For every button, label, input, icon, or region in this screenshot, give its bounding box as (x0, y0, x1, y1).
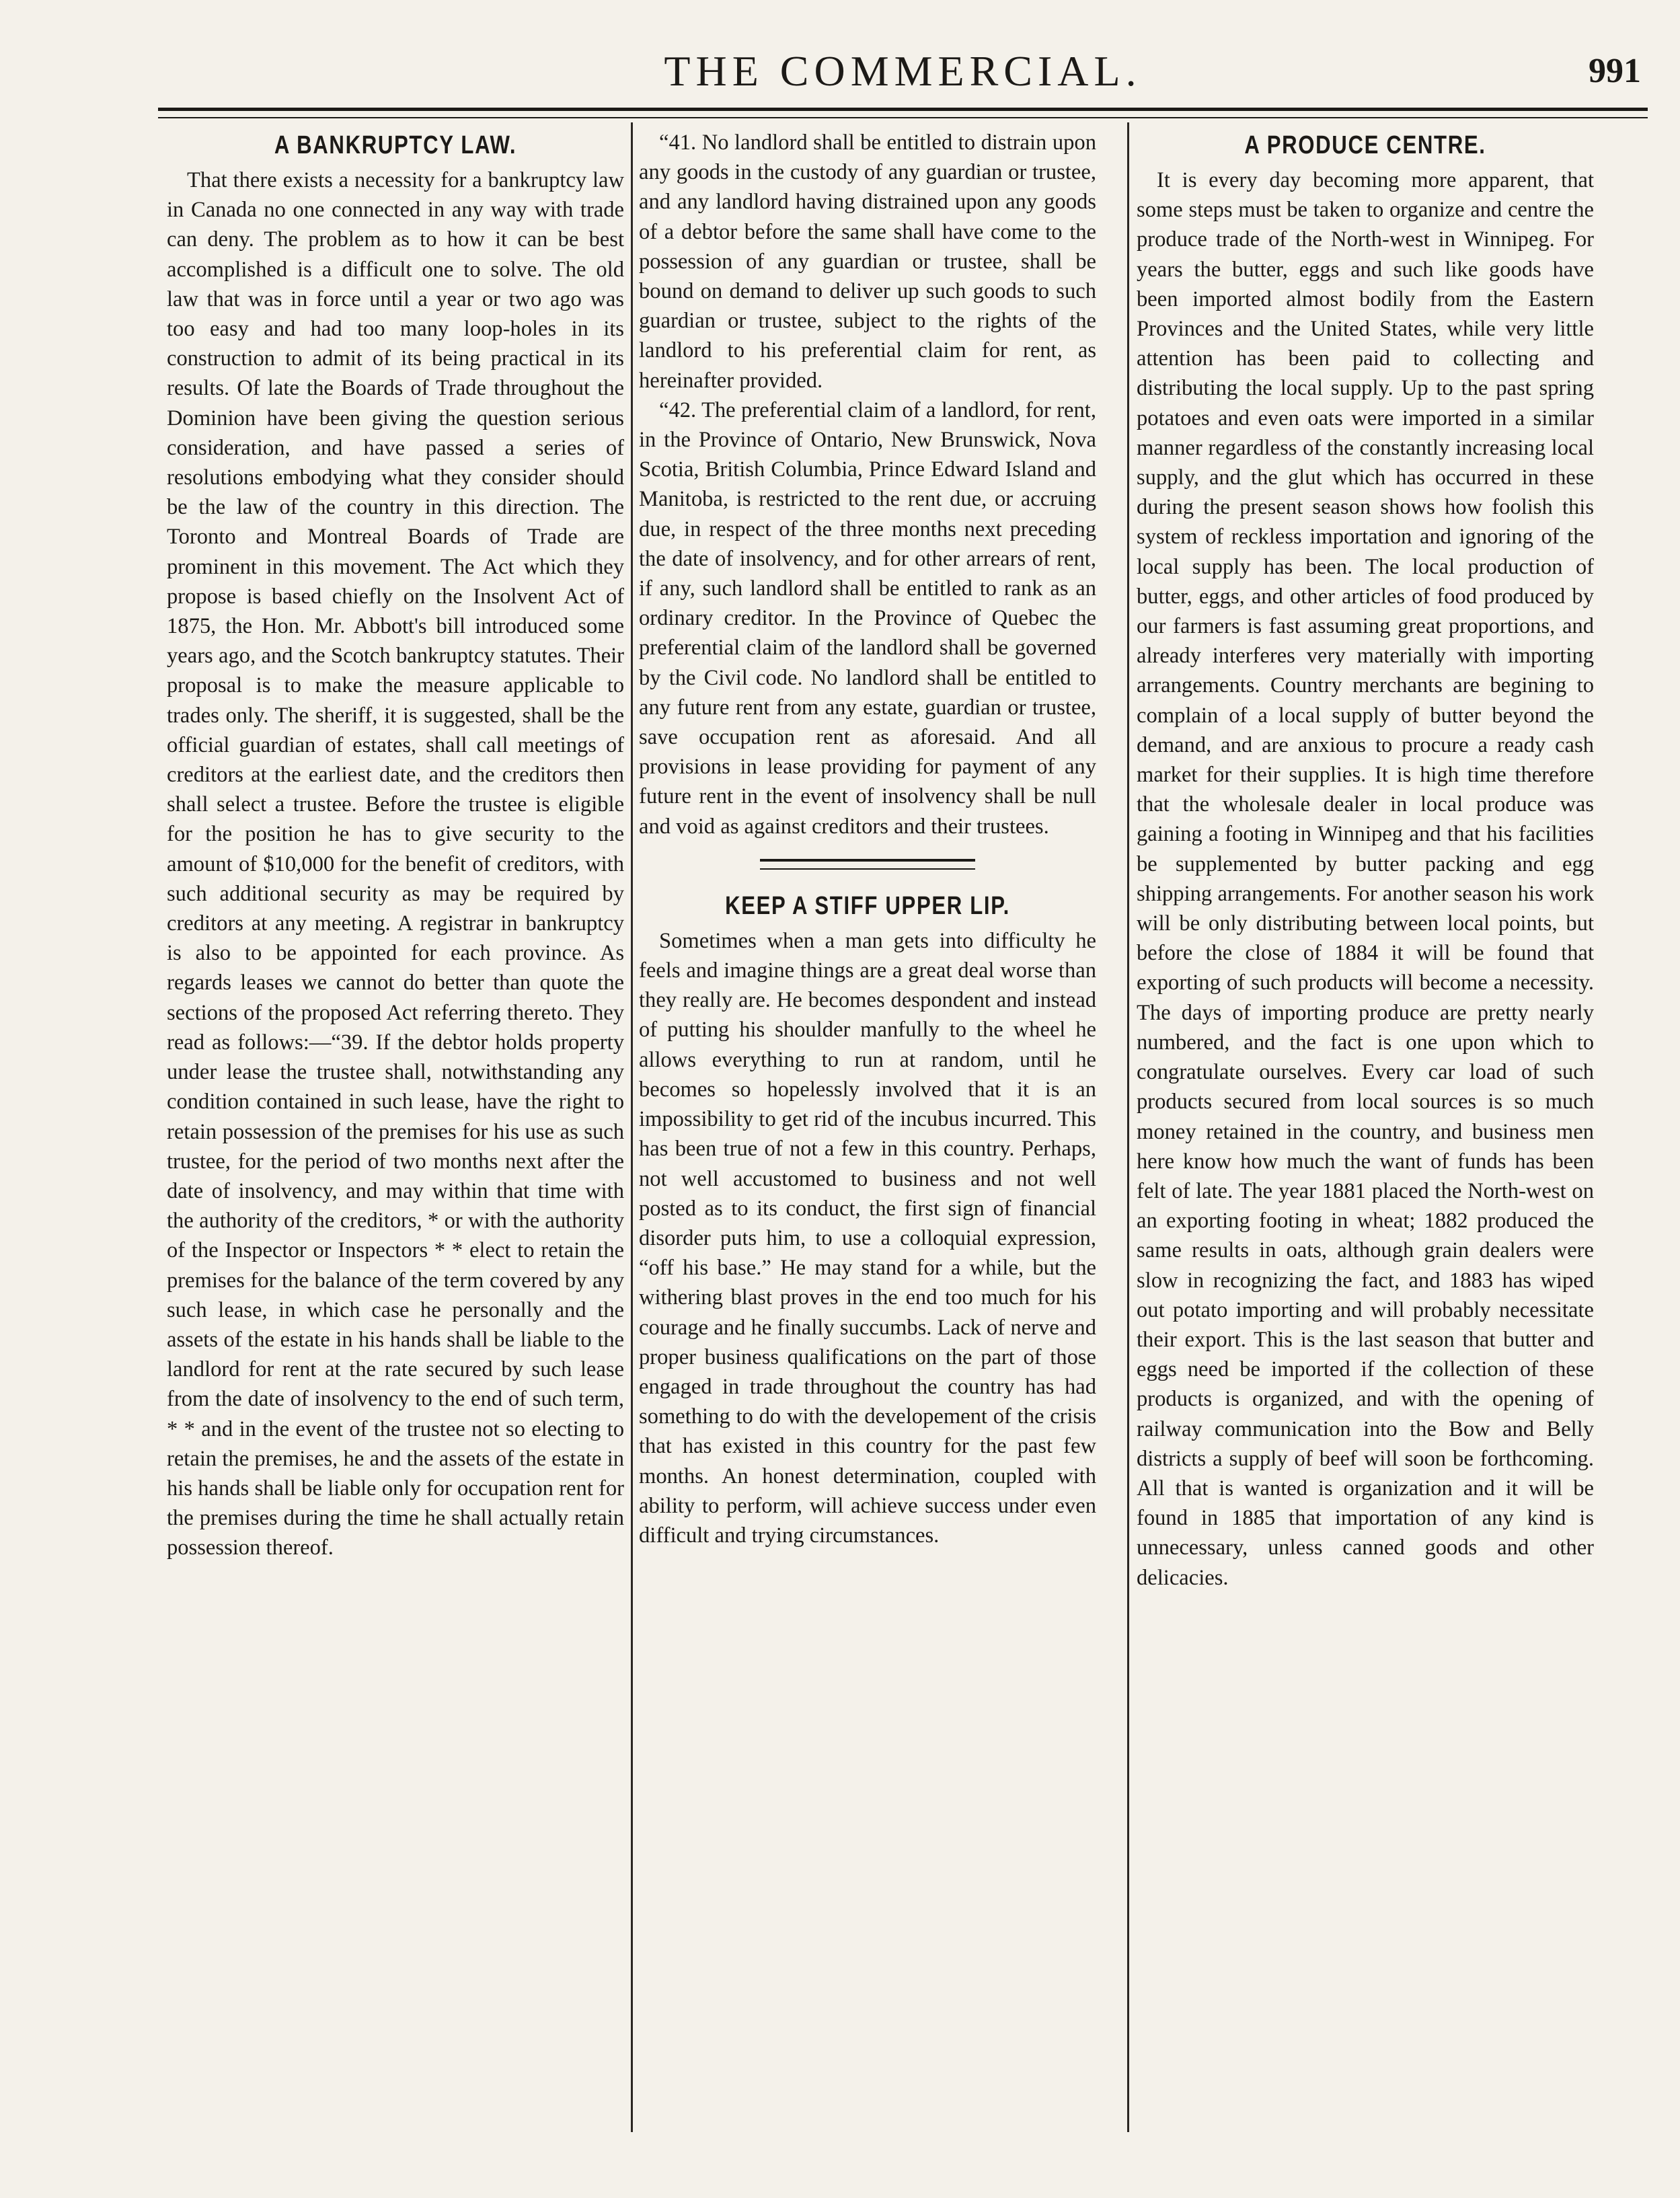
column-divider-1 (631, 122, 633, 2132)
article-paragraph: It is every day becoming more apparent, that some steps must be taken to organize and centre the produce trade of the North-west in Winnipeg. For years the butter, eggs and such like goods have been imported almost bodily from the Eastern Provinces and the United States, while very little attention has been paid to collecting and distributing the local supply. Up to the past spring potatoes and even oats were imported in a similar manner regardless of the constantly increasing local supply, and the glut which has occurred in these during the present season shows how foolish this system of reckless importation and ignoring of the local supply has been. The local production of butter, eggs, and other articles of food produced by our farmers is fast assuming great proportions, and already interferes very materially with importing arrangements. Country merchants are begining to complain of a local supply of butter beyond the demand, and are anxious to procure a ready cash market for their supplies. It is high time therefore that the wholesale dealer in local produce was gaining a footing in Winnipeg and that his facilities be supplemented by butter packing and egg shipping arrangements. For another season his work will be only distributing between local points, but before the close of 1884 it will be found that exporting of such products will become a necessity. The days of importing produce are pretty nearly numbered, and the fact is one upon which to congratulate ourselves. Every car load of such products secured from local sources is so much money retained in the country, and business men here know how much the want of funds has been felt of late. The year 1881 placed the North-west on an exporting footing in wheat; 1882 produced the same results in oats, although grain dealers were slow in recognizing the fact, and 1883 has wiped out potato importing and will probably necessitate their export. This is the last season that butter and eggs need be imported if the collection of these products is organized, and with the opening of railway communication into the Bow and Belly districts a supply of beef will soon be forthcoming. All that is wanted is organization and it will be found in 1885 that importation of any kind is unnecessary, unless canned goods and other delicacies. (1137, 168, 1594, 1590)
article-heading-bankruptcy: A BANKRUPTCY LAW. (274, 131, 517, 159)
article-heading-upper-lip: KEEP A STIFF UPPER LIP. (725, 891, 1010, 920)
article-paragraph: “41. No landlord shall be entitled to distrain upon any goods in the custody of any guardian or trustee, and any landlord having distrained upon any goods of a debtor before the same shall have come to the possession of any guardian or trustee, shall be bound on demand to deliver up such goods to such guardian or trustee, subject to the rights of the landlord to his preferential claim for rent, as hereinafter provided. (639, 130, 1096, 393)
newspaper-title: THE COMMERCIAL. (664, 47, 1142, 95)
section-divider (760, 859, 975, 862)
header-rule (158, 108, 1648, 111)
page-number: 991 (1589, 52, 1641, 90)
masthead (158, 38, 1648, 105)
article-paragraph: “42. The preferential claim of a landlord, for rent, in the Province of Ontario, New Brunswick, Nova Scotia, British Columbia, Prince Edward Island and Manitoba, is restricted to the rent due, or accruing due, in respect of the three months next preceding the date of insolvency, and for other arrears of rent, if any, such landlord shall be entitled to rank as an ordinary creditor. In the Province of Quebec the preferential claim of the landlord shall be governed by the Civil code. No landlord shall be entitled to any future rent from any estate, guardian or trustee, save occupation rent as aforesaid. And all provisions in lease providing for payment of any future rent in the event of insolvency shall be null and void as against creditors and their trustees. (639, 397, 1096, 839)
article-heading-produce: A PRODUCE CENTRE. (1244, 131, 1486, 159)
column-2 (639, 128, 1096, 1550)
column-1 (167, 128, 624, 1563)
article-paragraph: That there exists a necessity for a bankruptcy law in Canada no one connected in any way with trade can deny. The problem as to how it can be best accomplished is a difficult one to solve. The old law that was in force until a year or two ago was too easy and had too many loop-holes in its construction to admit of its being practical in its results. Of late the Boards of Trade throughout the Dominion have been giving the question serious consideration, and have passed a series of resolutions embodying what they consider should be the law of the country in this direction. The Toronto and Montreal Boards of Trade are prominent in this movement. The Act which they propose is based chiefly on the Insolvent Act of 1875, the Hon. Mr. Abbott's bill introduced some years ago, and the Scotch bankruptcy statutes. Their proposal is to make the measure applicable to trades only. The sheriff, it is suggested, shall be the official guardian of estates, shall call meetings of creditors at the earliest date, and the creditors then shall select a trustee. Before the trustee is eligible for the position he has to give security to the amount of $10,000 for the benefit of creditors, with such additional security as may be required by creditors at any meeting. A registrar in bankruptcy is also to be appointed for each province. As regards leases we cannot do better than quote the sections of the proposed Act referring thereto. They read as follows:—“39. If the debtor holds property under lease the trustee shall, notwithstanding any condition contained in such lease, have the right to retain possession of the premises for his use as such trustee, for the period of two months next after the date of insolvency, and may within that time with the authority of the creditors, * or with the authority of the Inspector or Inspectors * * elect to retain the premises for the balance of the term covered by any such lease, in which case he personally and the assets of the estate in his hands shall be liable to the landlord for rent at the rate secured by such lease from the date of insolvency to the end of such term, * * and in the event of the trustee not so electing to retain the premises, he and the assets of the estate in his hands shall be liable only for occupation rent for the premises during the time he shall actually retain possession thereof. (167, 168, 624, 1560)
header-rule-thin (158, 117, 1648, 118)
column-divider-2 (1127, 122, 1129, 2132)
section-divider-thin (760, 868, 975, 870)
article-paragraph: Sometimes when a man gets into difficulty he feels and imagine things are a great deal worse than they really are. He becomes despondent and instead of putting his shoulder manfully to the wheel he allows everything to run at random, until he becomes so hopelessly involved that it is an impossibility to get rid of the incubus incurred. This has been true of not a few in this country. Perhaps, not well accustomed to business and not well posted as to its conduct, the first sign of financial disorder puts him, to use a colloquial expression, “off his base.” He may stand for a while, but the withering blast proves in the end too much for his courage and he finally succumbs. Lack of nerve and proper business qualifications on the part of those engaged in trade throughout the country has had something to do with the developement of the crisis that has existed in this country for the past few months. An honest determination, coupled with ability to perform, will achieve success under even difficult and trying circumstances. (639, 928, 1096, 1548)
column-3 (1137, 128, 1594, 1593)
